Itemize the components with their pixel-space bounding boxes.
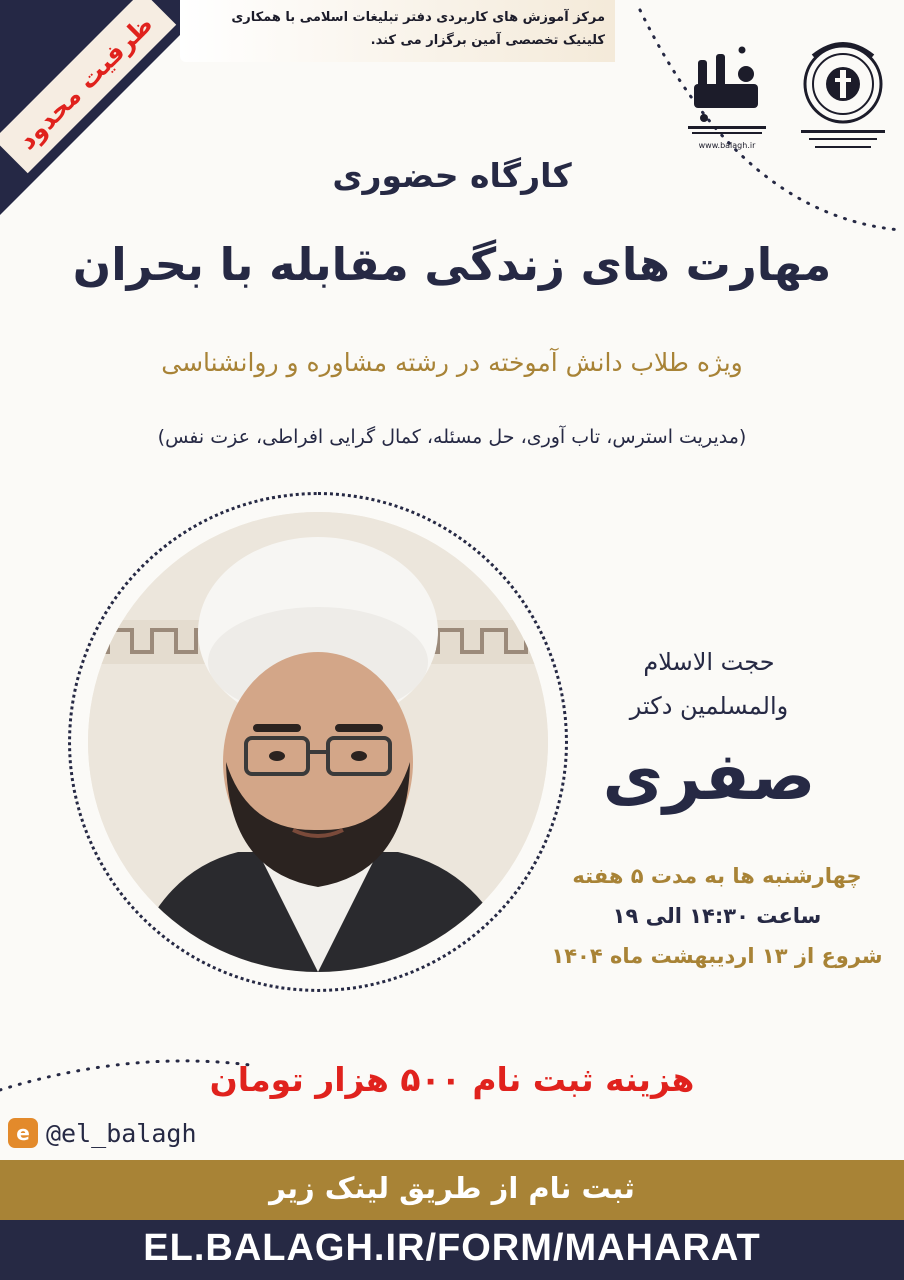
speaker-honorific-1: حجت الاسلام (643, 648, 775, 676)
registration-link[interactable]: EL.BALAGH.IR/FORM/MAHARAT (143, 1227, 761, 1269)
workshop-type: کارگاه حضوری (332, 156, 572, 195)
organizer-text (231, 6, 605, 52)
workshop-title: مهارت های زندگی مقابله با بحران (72, 238, 832, 291)
audience-subtitle: ویژه طلاب دانش آموخته در رشته مشاوره و روانشناسی (161, 348, 743, 377)
social-handle[interactable] (8, 1114, 197, 1152)
islamic-propagation-office-seal (795, 34, 891, 162)
limited-capacity-label: ظرفیت محدود (12, 9, 158, 155)
organizer-line-2: کلینیک تخصصی آمین برگزار می کند. (370, 33, 605, 48)
speaker-name: صفری (602, 738, 816, 815)
schedule-time: ساعت ۱۴:۳۰ الی ۱۹ (612, 904, 822, 928)
schedule-days: چهارشنبه ها به مدت ۵ هفته (572, 864, 862, 888)
registration-label: ثبت نام از طریق لینک زیر (269, 1171, 635, 1205)
balagh-site: www.balagh.ir (698, 141, 756, 150)
schedule-start: شروع از ۱۳ اردیبهشت ماه ۱۴۰۴ (551, 944, 883, 968)
topics-list: (مدیریت استرس، تاب آوری، حل مسئله، کمال گرایی افراطی، عزت نفس) (157, 426, 747, 448)
speaker-portrait (88, 512, 548, 972)
eitaa-icon: e (8, 1118, 38, 1148)
social-handle-text: @el_balagh (46, 1118, 197, 1148)
speaker-honorific-2: والمسلمین دکتر (629, 692, 789, 720)
registration-fee: هزینه ثبت نام ۵۰۰ هزار تومان (209, 1060, 695, 1099)
organizer-line-1: مرکز آموزش های کاربردی دفتر تبلیغات اسلامی با همکاری (231, 10, 605, 25)
balagh-logo (682, 44, 772, 154)
organizer-bar (180, 0, 615, 62)
